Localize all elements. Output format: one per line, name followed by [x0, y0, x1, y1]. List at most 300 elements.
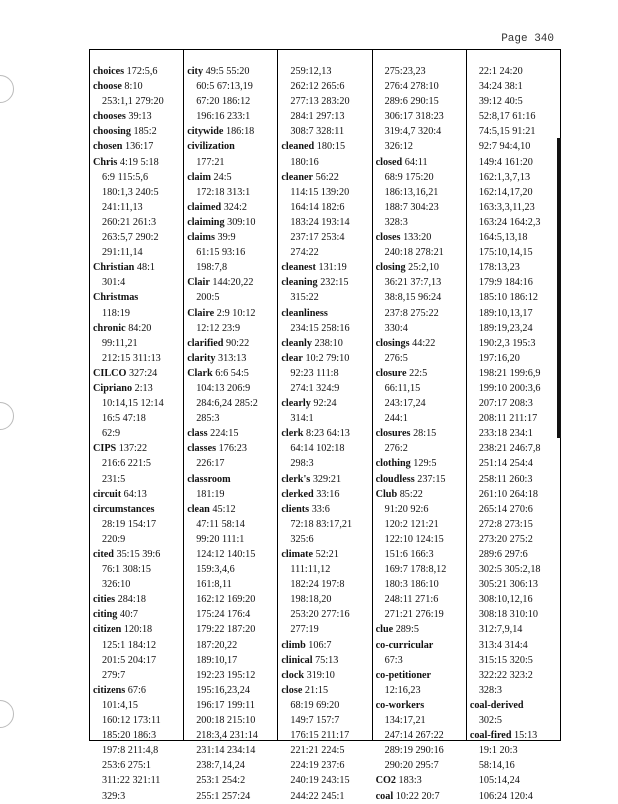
index-refs-continued: 186:13,16,21	[384, 186, 439, 198]
index-term: chronic	[93, 322, 126, 334]
index-refs-continued: 201:5 204:17	[102, 654, 157, 666]
index-refs-continued: 182:24 197:8	[290, 579, 345, 591]
index-refs: 144:20,22	[212, 277, 254, 289]
index-refs-continued: 68:9 175:20	[384, 171, 434, 183]
index-term: cleanliness	[281, 307, 328, 319]
index-refs-continued: 285:3	[196, 413, 220, 425]
index-refs-continued: 159:3,4,6	[196, 564, 235, 576]
index-refs-continued: 284:1 297:13	[290, 111, 345, 123]
index-term: cited	[93, 549, 114, 560]
index-refs-continued: 76:1 308:15	[102, 564, 151, 576]
index-term: claims	[187, 232, 215, 244]
index-refs-continued: 325:6	[290, 533, 314, 545]
index-refs-continued: 274:22	[290, 247, 319, 259]
index-term: circumstances	[93, 503, 155, 515]
index-refs-continued: 36:21 37:7,13	[384, 277, 442, 289]
index-refs-continued: 258:11 260:3	[478, 473, 533, 485]
index-term: clerk	[281, 428, 304, 440]
index-refs: 237:15	[417, 473, 446, 485]
index-refs: 313:13	[218, 352, 247, 364]
index-refs-continued: 247:14 267:22	[384, 730, 444, 742]
index-refs-continued: 207:17 208:3	[478, 398, 533, 410]
index-term: clients	[281, 503, 310, 515]
index-entry	[376, 622, 466, 637]
index-refs-continued: 104:13 206:9	[196, 382, 251, 394]
index-refs-continued: 196:17 199:11	[196, 699, 255, 711]
index-refs-continued: 218:3,4 231:14	[196, 730, 258, 742]
index-entry	[187, 230, 277, 245]
punch-hole-bottom	[0, 700, 14, 728]
index-refs: 64:11	[404, 156, 428, 168]
index-refs-continued: 179:9 184:16	[478, 277, 533, 289]
index-refs-continued: 64:14 102:18	[290, 443, 345, 455]
index-refs: 224:15	[210, 428, 239, 440]
index-refs-continued: 12:12 23:9	[196, 322, 241, 334]
index-entry	[281, 260, 371, 275]
index-refs-continued: 326:12	[384, 141, 413, 153]
index-refs-continued: 234:15 258:16	[290, 322, 350, 334]
index-entry	[376, 472, 466, 487]
index-entry	[281, 653, 371, 668]
index-term: Club	[375, 488, 398, 500]
index-refs-continued: 175:24 176:4	[196, 609, 251, 621]
index-refs-continued: 248:11 271:6	[384, 594, 439, 606]
index-term: clerk's	[281, 473, 311, 485]
index-refs-continued: 197:16,20	[478, 352, 520, 364]
index-entry	[470, 698, 560, 713]
index-refs-continued: 99:11,21	[102, 337, 138, 349]
index-entry	[93, 381, 183, 396]
index-refs-continued: 111:11,12	[290, 564, 331, 576]
index-entry	[93, 321, 183, 336]
index-refs-continued: 253:1,1 279:20	[102, 96, 164, 108]
index-refs-continued: 6:9 115:5,6	[102, 171, 149, 183]
index-refs-continued: 180:16	[290, 156, 319, 168]
index-term: closures	[375, 428, 411, 440]
index-refs-continued: 277:13 283:20	[290, 96, 350, 108]
index-refs-continued: 244:22 245:1	[290, 790, 345, 802]
index-refs-continued: 302:5	[478, 715, 503, 727]
index-refs-continued: 183:24 193:14	[290, 216, 350, 228]
index-term: clothing	[375, 458, 411, 470]
index-refs-continued: 149:4 161:20	[478, 156, 533, 168]
index-refs-continued: 22:1 24:20	[478, 66, 523, 77]
index-refs: 319:10	[306, 669, 335, 681]
index-refs-continued: 276:2	[384, 443, 408, 455]
index-refs: 2:9 10:12	[216, 307, 256, 319]
index-refs-continued: 164:14 182:6	[290, 201, 345, 213]
index-refs: 10:2 79:10	[305, 352, 350, 364]
index-term: Clark	[187, 367, 213, 379]
index-refs: 49:5 55:20	[205, 66, 250, 77]
index-refs: 40:7	[119, 609, 139, 621]
index-entry	[281, 306, 371, 321]
index-refs: 284:18	[117, 594, 146, 606]
index-entry	[187, 200, 277, 215]
index-refs-continued: 302:5 305:2,18	[478, 564, 541, 576]
index-refs-continued: 315:15 320:5	[478, 654, 533, 666]
index-term: closing	[375, 262, 406, 274]
index-refs: 48:1	[136, 262, 155, 274]
index-refs: 120:18	[123, 624, 153, 636]
index-refs-continued: 60:5 67:13,19	[196, 81, 253, 93]
index-term: Claire	[187, 307, 215, 319]
index-refs-continued: 255:1 257:24	[196, 790, 251, 802]
index-entry	[281, 275, 371, 290]
index-entry	[187, 441, 277, 456]
index-refs: 324:2	[223, 201, 247, 213]
index-term: Clair	[187, 277, 210, 289]
index-term: cloudless	[375, 473, 415, 485]
index-entry	[281, 426, 371, 441]
index-refs-continued: 200:5	[196, 292, 220, 304]
index-refs: 4:19 5:18	[119, 156, 159, 168]
index-term: co-petitioner	[375, 669, 432, 681]
index-entry	[93, 622, 183, 637]
punch-hole-middle	[0, 402, 14, 430]
index-refs-continued: 185:10 186:12	[478, 292, 538, 304]
index-refs: 21:15	[304, 684, 329, 696]
index-refs: 8:10	[124, 81, 143, 93]
index-refs-continued: 244:1	[384, 413, 408, 425]
index-entry	[281, 351, 371, 366]
index-entry	[281, 502, 371, 517]
index-column-3	[278, 50, 372, 802]
index-entry	[376, 668, 466, 683]
index-refs: 106:7	[308, 639, 332, 651]
index-refs-continued: 151:6 166:3	[384, 549, 434, 560]
index-refs: 25:2,10	[408, 262, 440, 274]
index-refs-continued: 164:5,13,18	[478, 232, 528, 244]
index-entry	[93, 79, 183, 94]
index-refs-continued: 114:15 139:20	[290, 186, 350, 198]
index-term: coal-derived	[469, 699, 524, 711]
index-refs: 33:6	[311, 503, 330, 515]
index-entry	[93, 260, 183, 275]
index-refs: 186:18	[225, 126, 255, 138]
index-refs-continued: 52:8,17 61:16	[478, 111, 536, 123]
index-refs-continued: 289:6 290:15	[384, 96, 439, 108]
index-term: Christmas	[93, 292, 139, 304]
index-entry	[376, 487, 466, 502]
index-refs: 2:13	[134, 382, 153, 394]
index-refs-continued: 208:11 211:17	[478, 413, 538, 425]
index-refs-continued: 161:8,11	[196, 579, 232, 591]
index-refs-continued: 314:1	[290, 413, 314, 425]
index-term: closes	[375, 232, 401, 244]
index-refs: 327:24	[128, 367, 158, 379]
index-entry	[187, 472, 277, 487]
index-refs-continued: 200:18 215:10	[196, 715, 256, 727]
index-entry	[93, 683, 183, 698]
index-term: cleanest	[281, 262, 316, 274]
index-entry	[281, 487, 371, 502]
index-refs-continued: 237:17 253:4	[290, 232, 345, 244]
index-refs-continued: 134:17,21	[384, 715, 426, 727]
index-refs-continued: 178:13,23	[478, 262, 520, 274]
index-refs-continued: 259:12,13	[290, 66, 332, 77]
index-term: CILCO	[93, 367, 127, 379]
index-term: climb	[281, 639, 306, 651]
index-entry	[187, 139, 277, 154]
index-refs-continued: 101:4,15	[102, 699, 138, 711]
index-refs-continued: 243:17,24	[384, 398, 426, 410]
index-refs-continued: 276:5	[384, 352, 408, 364]
index-entry	[281, 547, 371, 562]
index-column-2	[184, 50, 278, 802]
index-refs: 6:6 54:5	[215, 367, 249, 379]
index-refs: 8:23 64:13	[306, 428, 350, 440]
index-term: cleaned	[281, 141, 315, 153]
index-term: climate	[281, 549, 314, 560]
index-refs-continued: 61:15 93:16	[196, 247, 246, 259]
index-refs-continued: 306:17 318:23	[384, 111, 444, 123]
index-refs-continued: 68:19 69:20	[290, 699, 340, 711]
index-refs: 85:22	[399, 488, 423, 500]
index-refs-continued: 271:21 276:19	[384, 609, 444, 621]
index-term: CO2	[375, 775, 396, 787]
index-refs-continued: 180:1,3 240:5	[102, 186, 159, 198]
index-refs-continued: 265:14 270:6	[478, 503, 533, 515]
index-refs-continued: 163:3,3,11,23	[478, 201, 535, 213]
index-term: coal	[375, 790, 394, 802]
index-entry	[281, 170, 371, 185]
index-refs-continued: 276:4 278:10	[384, 81, 439, 93]
index-refs-continued: 10:14,15 12:14	[102, 398, 164, 410]
index-refs-continued: 198:21 199:6,9	[478, 367, 541, 379]
index-term: clarity	[187, 352, 216, 364]
index-entry	[93, 502, 183, 517]
index-term: chosen	[93, 141, 123, 153]
index-entry	[93, 290, 183, 305]
index-refs-continued: 163:24 164:2,3	[478, 216, 541, 228]
index-refs-continued: 305:21 306:13	[478, 579, 538, 591]
index-term: coal-fired	[469, 730, 512, 742]
index-column-1	[90, 50, 184, 802]
index-column-4	[373, 50, 467, 802]
index-refs-continued: 277:19	[290, 624, 319, 636]
index-entry	[187, 426, 277, 441]
scan-edge-bar	[557, 138, 561, 438]
index-refs-continued: 284:6,24 285:2	[196, 398, 258, 410]
index-term: civilization	[187, 141, 235, 153]
index-refs: 45:12	[212, 503, 236, 515]
index-refs: 136:17	[124, 141, 154, 153]
index-refs-continued: 122:10 124:15	[384, 533, 444, 545]
index-refs-continued: 329:3	[102, 790, 126, 802]
index-refs-continued: 92:7 94:4,10	[478, 141, 531, 153]
index-refs-continued: 260:21 261:3	[102, 216, 157, 228]
index-refs-continued: 198:7,8	[196, 262, 228, 274]
index-refs-continued: 237:8 275:22	[384, 307, 439, 319]
index-entry	[376, 698, 466, 713]
index-refs-continued: 198:18,20	[290, 594, 332, 606]
index-entry	[187, 170, 277, 185]
index-refs-continued: 279:7	[102, 669, 126, 681]
index-refs-continued: 162:12 169:20	[196, 594, 256, 606]
index-refs-continued: 180:3 186:10	[384, 579, 439, 591]
index-refs-continued: 262:12 265:6	[290, 81, 345, 93]
index-refs-continued: 197:8 211:4,8	[102, 745, 159, 757]
index-refs-continued: 162:14,17,20	[478, 186, 533, 198]
index-refs-continued: 62:9	[102, 428, 121, 440]
index-refs-continued: 253:20 277:16	[290, 609, 350, 621]
index-entry	[93, 139, 183, 154]
index-refs-continued: 272:8 273:15	[478, 518, 533, 530]
index-entry	[281, 139, 371, 154]
index-refs-continued: 212:15 311:13	[102, 352, 161, 364]
index-entry	[93, 109, 183, 124]
index-term: clearly	[281, 398, 311, 410]
index-refs: 39:13	[128, 111, 152, 123]
index-entry	[93, 547, 183, 562]
index-entry	[187, 366, 277, 381]
index-refs-continued: 74:5,15 91:21	[478, 126, 536, 138]
index-term: city	[187, 66, 204, 77]
punch-hole-top	[0, 75, 14, 103]
index-column-5	[467, 50, 560, 802]
index-term: Cipriano	[93, 382, 133, 394]
index-refs-continued: 125:1 184:12	[102, 639, 157, 651]
index-term: choose	[93, 81, 122, 93]
index-refs-continued: 172:18 313:1	[196, 186, 251, 198]
index-refs: 137:22	[118, 443, 148, 455]
index-refs-continued: 216:6 221:5	[102, 458, 151, 470]
index-term: citing	[93, 609, 118, 621]
index-entry	[281, 396, 371, 411]
index-refs-continued: 261:10 264:18	[478, 488, 538, 500]
index-term: chooses	[93, 111, 126, 123]
index-refs-continued: 105:14,24	[478, 775, 520, 787]
index-refs-continued: 275:23,23	[384, 66, 426, 77]
index-entry	[281, 668, 371, 683]
index-term: cleanly	[281, 337, 312, 349]
index-term: clerked	[281, 488, 314, 500]
index-refs-continued: 301:4	[102, 277, 126, 289]
index-refs: 238:10	[314, 337, 343, 349]
index-refs-continued: 47:11 58:14	[196, 518, 245, 530]
index-refs-continued: 189:10,17	[196, 654, 238, 666]
index-refs-continued: 162:1,3,7,13	[478, 171, 531, 183]
index-refs-continued: 179:22 187:20	[196, 624, 256, 636]
index-refs: 289:5	[395, 624, 419, 636]
index-term: cleaner	[281, 171, 314, 183]
index-refs-continued: 226:17	[196, 458, 225, 470]
index-entry	[93, 155, 183, 170]
index-entry	[187, 124, 277, 139]
index-refs-continued: 231:14 234:14	[196, 745, 256, 757]
index-refs: 84:20	[128, 322, 152, 334]
index-refs-continued: 72:18 83:17,21	[290, 518, 353, 530]
index-entry	[187, 502, 277, 517]
index-term: co-workers	[375, 699, 425, 711]
index-term: choosing	[93, 126, 131, 138]
index-refs: 185:2	[133, 126, 157, 138]
index-refs-continued: 233:18 234:1	[478, 428, 533, 440]
index-entry	[376, 773, 466, 788]
index-refs-continued: 308:10,12,16	[478, 594, 533, 606]
index-refs-continued: 238:21 246:7,8	[478, 443, 541, 455]
index-refs-continued: 315:22	[290, 292, 319, 304]
index-refs: 309:10	[227, 216, 256, 228]
index-entry	[187, 215, 277, 230]
index-refs-continued: 120:2 121:21	[384, 518, 439, 530]
index-refs: 35:15 39:6	[116, 549, 161, 560]
index-refs-continued: 39:12 40:5	[478, 96, 523, 108]
index-entry	[376, 426, 466, 441]
index-entry	[93, 366, 183, 381]
index-refs-continued: 273:20 275:2	[478, 533, 533, 545]
index-term: class	[187, 428, 208, 440]
index-term: CIPS	[93, 443, 117, 455]
index-term: classes	[187, 443, 217, 455]
index-refs-continued: 175:10,14,15	[478, 247, 533, 259]
index-term: cleaning	[281, 277, 318, 289]
index-refs-continued: 177:21	[196, 156, 225, 168]
index-term: clear	[281, 352, 303, 364]
index-entry	[281, 336, 371, 351]
index-entry	[187, 275, 277, 290]
index-term: closed	[375, 156, 403, 168]
index-term: clean	[187, 503, 210, 515]
index-refs-continued: 66:11,15	[384, 382, 421, 394]
index-refs-continued: 185:20 186:3	[102, 730, 157, 742]
index-refs: 24:5	[213, 171, 232, 183]
index-refs-continued: 196:16 233:1	[196, 111, 251, 123]
index-term: closure	[375, 367, 407, 379]
index-term: closings	[375, 337, 410, 349]
index-entry	[281, 472, 371, 487]
index-entry	[376, 638, 466, 653]
index-term: Chris	[93, 156, 118, 168]
index-refs-continued: 221:21 224:5	[290, 745, 345, 757]
index-refs: 176:23	[218, 443, 247, 455]
index-refs-continued: 12:16,23	[384, 684, 421, 696]
index-entry	[281, 683, 371, 698]
index-refs-continued: 176:15 211:17	[290, 730, 350, 742]
index-term: clinical	[281, 654, 313, 666]
index-entry	[376, 230, 466, 245]
index-term: claimed	[187, 201, 222, 213]
index-refs-continued: 291:11,14	[102, 247, 143, 259]
index-entry	[93, 607, 183, 622]
index-refs-continued: 311:22 321:11	[102, 775, 161, 787]
index-refs-continued: 312:7,9,14	[478, 624, 523, 636]
index-entry	[93, 64, 183, 79]
index-term: citywide	[187, 126, 224, 138]
index-entry	[376, 260, 466, 275]
index-entry	[187, 306, 277, 321]
index-refs: 172:5,6	[126, 66, 158, 77]
index-refs-continued: 34:24 38:1	[478, 81, 523, 93]
index-entry	[376, 789, 466, 804]
index-refs: 33:16	[316, 488, 340, 500]
index-entry	[281, 638, 371, 653]
index-refs-continued: 190:2,3 195:3	[478, 337, 536, 349]
index-term: claiming	[187, 216, 225, 228]
index-refs-continued: 224:19 237:6	[290, 760, 345, 772]
index-entry	[187, 64, 277, 79]
index-refs: 90:22	[225, 337, 250, 349]
index-refs-continued: 187:20,22	[196, 639, 238, 651]
index-refs-continued: 91:20 92:6	[384, 503, 429, 515]
index-refs-continued: 106:24 120:4	[478, 790, 533, 802]
index-refs-continued: 328:3	[478, 684, 503, 696]
index-refs: 183:3	[398, 775, 422, 787]
index-refs-continued: 189:19,23,24	[478, 322, 533, 334]
word-index-table	[89, 49, 561, 802]
index-refs: 52:21	[315, 549, 339, 560]
